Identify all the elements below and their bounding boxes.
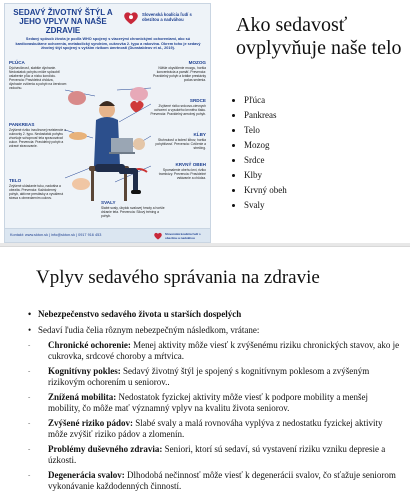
joint-icon [133,138,145,150]
footer-logo [153,231,208,241]
infographic-poster [4,3,211,243]
organ-list [230,93,287,213]
sub-bullet-icon: - [28,341,31,349]
sub-bullet-icon: - [28,393,31,401]
list-item: • Telo [244,123,287,138]
block-srdce: SRDCE Zvýšené riziko srdcovo-cievnych ochorení a vysokého krvného tlaku. Prevencia: Pravidelný aerobný pohyb. [150,98,206,116]
list-item: • Mozog [244,138,287,153]
sub-bullet-icon: - [28,445,31,453]
logo-text: Slovenská koalícia ľudí s obezitou a nadváhou [142,12,192,22]
poster-intro: Sedavý spôsob života je podľa WHO spojený s viacerými chronickými ochoreniami, ako sú kardiovaskulárne ochorenia, metabolický syndróm, cukrovka 2. typu a rakovina. Okrem toho je sedavý životný štýl spojený s vyšším rizikom úmrtnosti (Dunstableov et al., 2019). [15,37,201,51]
poster-title: SEDAVÝ ŽIVOTNÝ ŠTÝL A JEHO VPLYV NA NAŠE ZDRAVIE [13,8,113,35]
list-item: - Problémy duševného zdravia: Seniori, ktorí sú sedaví, sú vystavení riziku vzniku depresie a úzkosti. [28,444,386,466]
poster-body [5,60,210,228]
block-mozog: MOZOG Nižšie okysličenie mozgu, horšia koncentrácia a pamäť. Prevencia: Pravidelný pohyb a krátke prestávky počas sedenia. [153,60,206,82]
block-krvny-obeh: KRVNÝ OBEH Spomalenie obehu krvi, riziko trombózy. Prevencia: Pravidelné vstávanie a chôdza. [158,162,206,180]
block-pluca: PĽÚCA Dýchavičnosť, slabšie dýchanie. Nedostatok pohybu môže spôsobiť oslabenie pľúc a nízku kondíciu. Prevencia: Pravidelná chôdza, dýchacie cvičenia a pohyb na čerstvom vzduchu. [9,60,67,90]
poster-header [5,4,210,38]
list-item: • Srdce [244,153,287,168]
sub-bullet-icon: - [28,419,31,427]
list-item: • Krvný obeh [244,183,287,198]
bullet-icon: • [28,309,32,319]
block-klby: KĹBY Stuhnutosť a bolesť kĺbov, horšia pohyblivosť. Prevencia: Cvičenie a strečing. [155,132,206,150]
list-item: - Kognitívny pokles: Sedavý životný štýl je spojený s kognitívnym poklesom a zvýšeným rizikovým ochorením u seniorov.. [28,366,370,388]
list-item: • Svaly [244,198,287,213]
list-item: - Zvýšené riziko pádov: Slabé svaly a malá rovnováha vyplýva z nedostatku fyzickej aktivity môže zvýšiť riziko pádov a zlomenín. [28,418,383,440]
slide-2 [0,246,410,500]
slide-2-body [28,309,402,496]
bullet-icon: • [28,325,32,335]
list-item: - Chronické ochorenie: Menej aktivity môže viesť k zvýšenému riziku chronických stavov, ako je cukrovka, srdcové choroby a mŕtvica. [28,340,400,362]
sitting-person-illustration [65,82,151,214]
list-item: - Znížená mobilita: Nedostatok fyzickej aktivity môže viesť k podpore mobility a menšej mobility, čo môže mať významný vplyv na kvalitu života seniorov. [28,392,369,414]
list-item: • Pľúca [244,93,287,108]
sub-bullet-icon: - [28,471,31,479]
block-pankreas: PANKREAS Zvýšené riziko inzulínovej rezistencie a cukrovky 2. typu. Nedostatok pohybu zhoršuje schopnosť tela spracovávať cukor. Prevencia: Pravidelný pohyb a zdravé stravovanie. [9,122,66,148]
slide-2-title: Vplyv sedavého správania na zdravie [36,267,320,288]
list-item: • Klby [244,168,287,183]
body-fat-icon [72,178,90,190]
heart-logo-icon [122,9,140,27]
footer-contact: Kontakt: www.skton.sk | info@skton.sk | 0917 916 453 [10,233,102,237]
list-item: - Degenerácia svalov: Dlhodobá nečinnosť môže viesť k degenerácii svalov, čo sťažuje seniorom vykonávanie každodenných činností. [28,470,396,492]
slide-1 [0,0,410,243]
poster-footer [5,228,210,243]
coalition-logo [122,9,208,29]
block-svaly: SVALY Slabé svaly, úbytok svalovej hmoty a horšie držanie tela. Prevencia: Silový tréning a pohyb. [101,200,165,218]
list-item: • Pankreas [244,108,287,123]
block-telo: TELO Zvýšené ukladanie tuku, nadváha a obezita. Prevencia: Každodenný pohyb, aktívne prestávky a vyvážená strava s obmedzením cukrov. [9,178,64,200]
brain-icon [130,87,148,101]
heart-logo-icon [153,231,163,241]
heart-icon [130,101,143,112]
pancreas-icon [69,132,87,140]
sub-bullet-icon: - [28,367,31,375]
secondary-bullet: • Sedaví ľudia čelia rôznym nebezpečným následkom, vrátane: [28,325,260,335]
footer-logo-text: Slovenská koalícia ľudí s obezitou a nadváhou [165,232,201,240]
main-bullet: • Nebezpečenstvo sedavého života u starších dospelých [28,309,242,319]
consequence-list [28,340,402,493]
lungs-icon [68,91,86,105]
slide-1-title: Ako sedavosť ovplyvňuje naše telo [236,14,402,59]
